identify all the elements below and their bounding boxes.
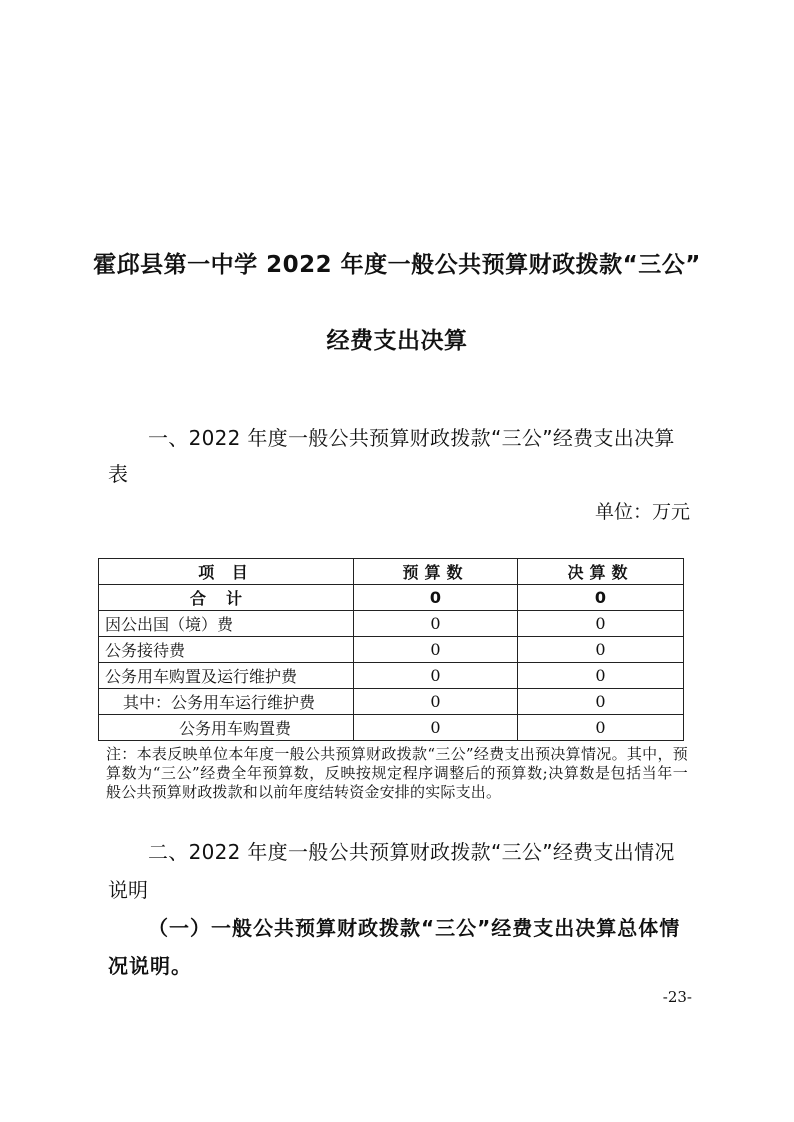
row-label: 其中：公务用车运行维护费 xyxy=(99,689,354,715)
unit-label: 单位：万元 xyxy=(594,501,690,523)
row-label: 公务接待费 xyxy=(99,637,354,663)
subsection-1-heading: （一）一般公共预算财政拨款“三公”经费支出决算总体情 xyxy=(148,916,681,940)
row-budget: 0 xyxy=(354,663,518,689)
total-final: 0 xyxy=(518,585,684,611)
table-header-row xyxy=(99,559,684,585)
row-final: 0 xyxy=(518,715,684,741)
table-row xyxy=(99,637,684,663)
subsection-1-heading-continuation: 况说明。 xyxy=(108,954,192,978)
total-budget: 0 xyxy=(354,585,518,611)
table-total-row xyxy=(99,585,684,611)
header-final: 决算数 xyxy=(518,559,684,585)
row-budget: 0 xyxy=(354,715,518,741)
table-row xyxy=(99,689,684,715)
row-budget: 0 xyxy=(354,689,518,715)
row-label: 因公出国（境）费 xyxy=(99,611,354,637)
row-label: 公务用车购置费 xyxy=(99,715,354,741)
section-1-heading: 一、2022 年度一般公共预算财政拨款“三公”经费支出决算 xyxy=(148,426,675,450)
table-row xyxy=(99,611,684,637)
table-note: 注：本表反映单位本年度一般公共预算财政拨款“三公”经费支出预决算情况。其中，预算数为“三公”经费全年预算数，反映按规定程序调整后的预算数;决算数是包括当年一般公共预算财政拨款和以前年度结转资金安排的实际支出。 xyxy=(106,745,688,801)
header-budget: 预算数 xyxy=(354,559,518,585)
document-title-line-1: 霍邱县第一中学 2022 年度一般公共预算财政拨款“三公” xyxy=(93,252,701,278)
table-row xyxy=(99,663,684,689)
row-budget: 0 xyxy=(354,637,518,663)
row-final: 0 xyxy=(518,689,684,715)
row-budget: 0 xyxy=(354,611,518,637)
header-item: 项 目 xyxy=(99,559,354,585)
row-label: 公务用车购置及运行维护费 xyxy=(99,663,354,689)
row-final: 0 xyxy=(518,637,684,663)
table-row xyxy=(99,715,684,741)
document-title-line-2: 经费支出决算 xyxy=(326,328,468,354)
three-public-expenses-table xyxy=(98,558,684,741)
row-final: 0 xyxy=(518,663,684,689)
page-number: -23- xyxy=(662,988,692,1006)
section-1-heading-continuation: 表 xyxy=(108,462,128,486)
section-2-heading: 二、2022 年度一般公共预算财政拨款“三公”经费支出情况 xyxy=(148,840,675,864)
section-2-heading-continuation: 说明 xyxy=(108,878,148,902)
row-final: 0 xyxy=(518,611,684,637)
total-label: 合计 xyxy=(99,585,354,611)
